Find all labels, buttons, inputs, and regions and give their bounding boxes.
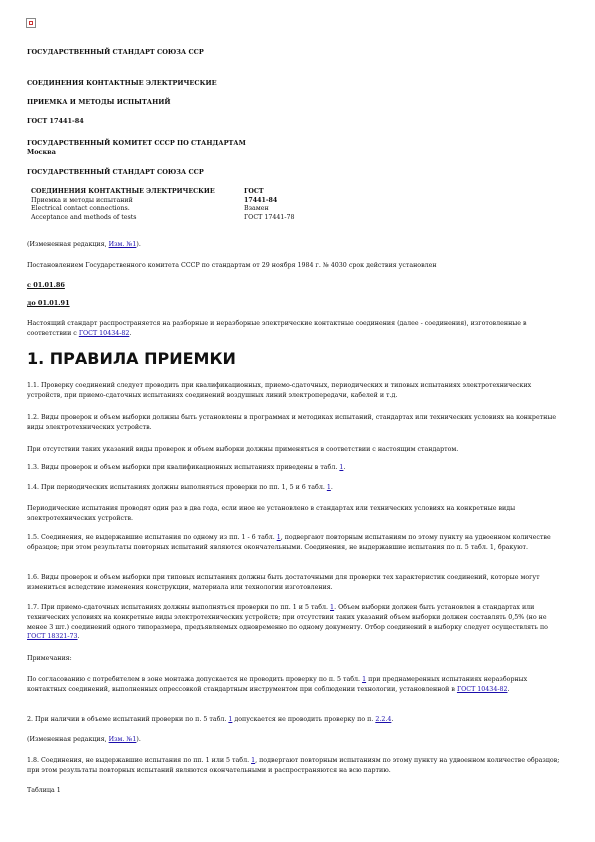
- title-cell: ГОСТ 17441-78: [244, 213, 295, 221]
- edition-prefix: (Измененная редакция,: [27, 241, 109, 248]
- p1-7-end: .: [77, 633, 80, 641]
- edition2-prefix: (Измененная редакция,: [27, 736, 109, 743]
- paragraph-1-5: [27, 533, 567, 553]
- table-1-link[interactable]: 1: [362, 676, 367, 683]
- note2-end: .: [391, 716, 394, 723]
- section-title: 1. ПРАВИЛА ПРИЕМКИ: [27, 349, 236, 368]
- paragraph-periodic: Периодические испытания проводят один раз в два года, если иное не установлено в стандартах или технических условиях на конкретные виды электротехнических устройств.: [27, 505, 516, 522]
- title-cell: Взамен: [244, 205, 269, 213]
- table-1-link[interactable]: 1: [251, 757, 256, 764]
- committee-name: ГОСУДАРСТВЕННЫЙ КОМИТЕТ СССР ПО СТАНДАРТАМ: [27, 139, 246, 147]
- city: Москва: [27, 148, 56, 156]
- gost-number: ГОСТ 17441-84: [27, 117, 84, 125]
- amendment-link[interactable]: Изм. №1: [108, 241, 137, 248]
- title-cell: Acceptance and methods of tests: [31, 213, 137, 221]
- p1-3-text: 1.3. Виды проверок и объем выборки при квалификационных испытаниях приведены в табл.: [27, 464, 340, 471]
- paragraph-1-7: [27, 603, 567, 642]
- scope-text: Настоящий стандарт распространяется на разборные и неразборные электрические контактные соединения (далее - соединения), изготовленные в соответствии с: [27, 320, 527, 337]
- effective-date-from: с 01.01.86: [27, 281, 65, 289]
- gost-18321-link[interactable]: ГОСТ 18321-73: [27, 633, 78, 641]
- scope-end: .: [129, 329, 132, 337]
- broken-image-icon: [26, 18, 36, 28]
- paragraph-1-2: 1.2. Виды проверок и объем выборки должны быть установлены в программах и методиках испытаний, стандартах или технических условиях на конкретные виды электротехнических устройств.: [27, 414, 557, 431]
- table-1-link[interactable]: 1: [326, 484, 331, 491]
- notes-heading: Примечания:: [27, 655, 72, 662]
- p1-4-text: 1.4. При периодических испытаниях должны выполняться проверки по пп. 1, 5 и 6 табл.: [27, 484, 327, 491]
- p1-7-text: 1.7. При приемо-сдаточных испытаниях должны выполняться проверки по пп. 1 и 5 табл.: [27, 604, 331, 611]
- state-standard-heading-2: ГОСУДАРСТВЕННЫЙ СТАНДАРТ СОЮЗА ССР: [27, 168, 204, 176]
- paragraph-1-1: 1.1. Проверку соединений следует проводить при квалификационных, приемо-сдаточных, периодических и типовых испытаниях электротехнических устройств, при приемо-сдаточных испытаниях соединений воздушных линий электропередачи, кабелей и т.д.: [27, 382, 532, 399]
- table-1-link[interactable]: 1: [330, 604, 335, 611]
- table-1-link[interactable]: 1: [339, 464, 344, 471]
- decree-text: Постановлением Государственного комитета СССР по стандартам от 29 ноября 1984 г. № 4030 срок действия установлен: [27, 262, 437, 269]
- note1-text: По согласованию с потребителем в зоне монтажа допускается не проводить проверку по п. 5 табл.: [27, 676, 363, 683]
- gost-10434-link[interactable]: ГОСТ 10434-82: [78, 329, 130, 337]
- edition-note: [27, 240, 567, 250]
- title-table-row: [31, 205, 295, 214]
- table-1-link[interactable]: 1: [276, 534, 281, 541]
- title-cell: 17441-84: [244, 196, 278, 204]
- title-cell: Приемка и методы испытаний: [31, 196, 133, 204]
- title-cell: Electrical contact connections.: [31, 205, 130, 213]
- p1-8-end: , подвергают повторным испытаниям по этому пункту на удвоенном количестве образцов; при этом результаты повторных испытаний являются окончательными и распространяются на всю партию.: [27, 757, 560, 774]
- table-1-link[interactable]: 1: [228, 716, 233, 723]
- note2-mid: допускается не проводить проверку по п.: [232, 716, 376, 723]
- paragraph-1-4: [27, 483, 567, 493]
- p1-5-end: , подвергают повторным испытаниям по этому пункту на удвоенном количестве образцов; при этом результаты повторных испытаний являются окончательными. Соединения, не выдержавшие испытания по п. 5 табл. 1, бракуют.: [27, 534, 551, 551]
- p1-4-end: .: [330, 484, 333, 491]
- note1-end: .: [507, 685, 510, 693]
- state-standard-heading: ГОСУДАРСТВЕННЫЙ СТАНДАРТ СОЮЗА ССР: [27, 48, 204, 56]
- title-cell: ГОСТ: [244, 188, 264, 195]
- paragraph-1-6: 1.6. Виды проверок и объем выборки при типовых испытаниях должны быть достаточными для проверки тех характеристик соединений, которые могут измениться вследствие изменения конструкции, материала или технологии изготовления.: [27, 574, 540, 591]
- title-table: [31, 188, 295, 222]
- note1-mid: при преднамеренных испытаниях неразборных контактных соединений, выполненных опрессовкой стандартным инструментом при соблюдении технологии, установленной в: [27, 676, 528, 693]
- note-2: [27, 715, 567, 725]
- document-title-line1: СОЕДИНЕНИЯ КОНТАКТНЫЕ ЭЛЕКТРИЧЕСКИЕ: [27, 79, 217, 87]
- p1-8-text: 1.8. Соединения, не выдержавшие испытания по пп. 1 или 5 табл.: [27, 757, 252, 764]
- paragraph-1-8: [27, 756, 567, 776]
- paragraph-1-3: [27, 463, 567, 473]
- edition2-suffix: ).: [136, 736, 141, 743]
- note2-text: 2. При наличии в объеме испытаний проверки по п. 5 табл.: [27, 716, 229, 723]
- p1-3-end: .: [343, 464, 346, 471]
- clause-2-2-4-link[interactable]: 2.2.4: [375, 716, 392, 723]
- table-caption: Таблица 1: [27, 787, 61, 794]
- paragraph-absent: При отсутствии таких указаний виды проверок и объем выборки должны применяться в соответствии с настоящим стандартом.: [27, 446, 459, 453]
- title-table-row: [31, 197, 295, 206]
- title-table-row: [31, 188, 295, 197]
- edition-suffix: ).: [136, 241, 141, 248]
- note-1: [27, 675, 567, 695]
- amendment-link[interactable]: Изм. №1: [108, 736, 137, 743]
- edition-note-2: [27, 735, 567, 745]
- gost-10434-link[interactable]: ГОСТ 10434-82: [456, 685, 508, 693]
- title-table-row: [31, 214, 295, 223]
- scope-paragraph: [27, 319, 567, 339]
- title-cell: СОЕДИНЕНИЯ КОНТАКТНЫЕ ЭЛЕКТРИЧЕСКИЕ: [31, 188, 215, 195]
- document-title-line2: ПРИЕМКА И МЕТОДЫ ИСПЫТАНИЙ: [27, 98, 171, 106]
- p1-5-text: 1.5. Соединения, не выдержавшие испытания по одному из пп. 1 - 6 табл.: [27, 534, 277, 541]
- p1-7-mid: . Объем выборки должен быть установлен в стандартах или технических условиях на конкретные виды электротехнических устройств; при отсутствии таких указаний объем выборки должен составлять 0,5% (но не менее 3 шт.) соединений одного типоразмера, предъявляемых одновременно по одному документу. Отбор соединений в выборку следует осуществлять по: [27, 604, 548, 631]
- effective-date-to: до 01.01.91: [27, 299, 70, 307]
